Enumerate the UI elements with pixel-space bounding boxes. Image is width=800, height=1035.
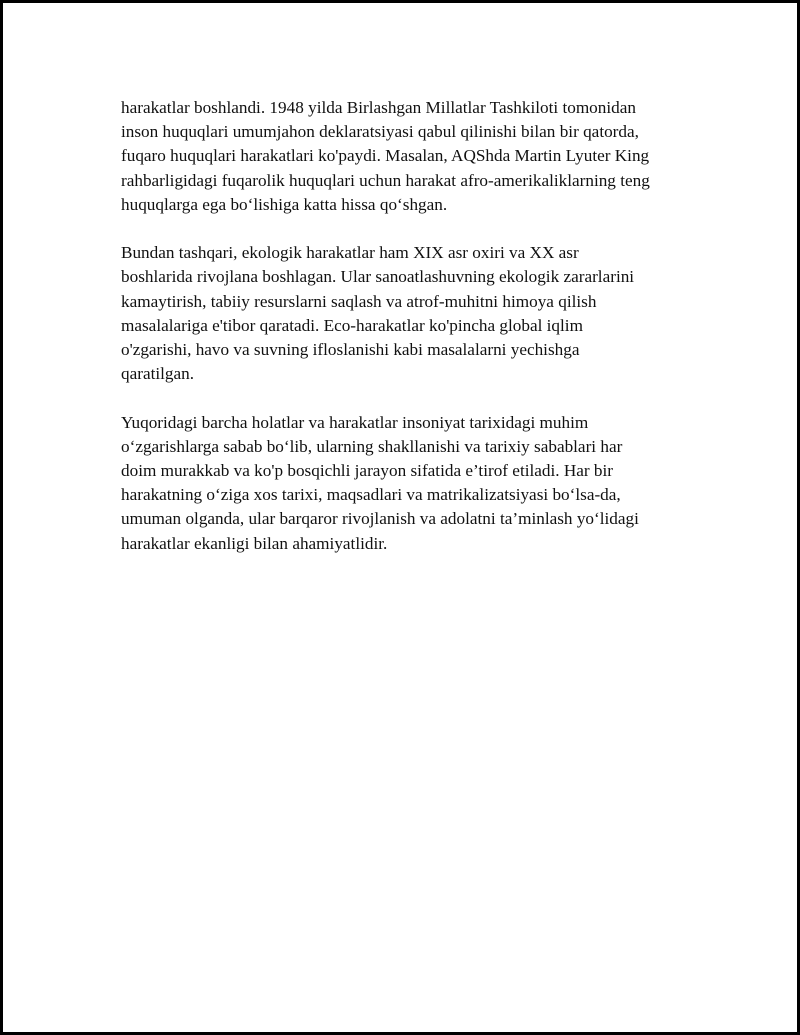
text-line: umuman olganda, ular barqaror rivojlanish va adolatni ta’minlash yo‘lidagi (121, 509, 639, 529)
paragraph-3 (121, 411, 701, 556)
paragraph-2 (121, 241, 701, 386)
paragraph-1 (121, 96, 701, 217)
text-line: masalalariga e'tibor qaratadi. Eco-harakatlar ko'pincha global iqlim (121, 315, 583, 335)
text-line: boshlarida rivojlana boshlagan. Ular sanoatlashuvning ekologik zararlarini (121, 267, 635, 287)
text-line: fuqaro huquqlari harakatlari ko'paydi. Masalan, AQShda Martin Lyuter King (121, 146, 650, 166)
document-body (121, 96, 701, 580)
text-line: rahbarligidagi fuqarolik huquqlari uchun harakat afro-amerikaliklarning teng (121, 170, 650, 190)
text-line: harakatning o‘ziga xos tarixi, maqsadlari va matrikalizatsiyasi bo‘lsa-da, (121, 485, 621, 505)
text-line: Yuqoridagi barcha holatlar va harakatlar insoniyat tarixidagi muhim (121, 412, 589, 432)
text-line: harakatlar boshlandi. 1948 yilda Birlashgan Millatlar Tashkiloti tomonidan (121, 98, 636, 117)
text-line: qaratilgan. (121, 364, 195, 384)
text-line: kamaytirish, tabiiy resurslarni saqlash va atrof-muhitni himoya qilish (121, 291, 597, 311)
text-line: o'zgarishi, havo va suvning ifloslanishi kabi masalalarni yechishga (121, 340, 580, 360)
text-line: harakatlar ekanligi bilan ahamiyatlidir. (121, 533, 388, 553)
text-line: Bundan tashqari, ekologik harakatlar ham XIX asr oxiri va XX asr (121, 243, 579, 263)
text-line: doim murakkab va ko'p bosqichli jarayon sifatida e’tirof etiladi. Har bir (121, 461, 614, 481)
text-line: inson huquqlari umumjahon deklaratsiyasi qabul qilinishi bilan bir qatorda, (121, 122, 639, 142)
text-line: huquqlarga ega bo‘lishiga katta hissa qo‘shgan. (121, 194, 448, 214)
text-line: o‘zgarishlarga sabab bo‘lib, ularning shakllanishi va tarixiy sabablari har (121, 436, 623, 456)
